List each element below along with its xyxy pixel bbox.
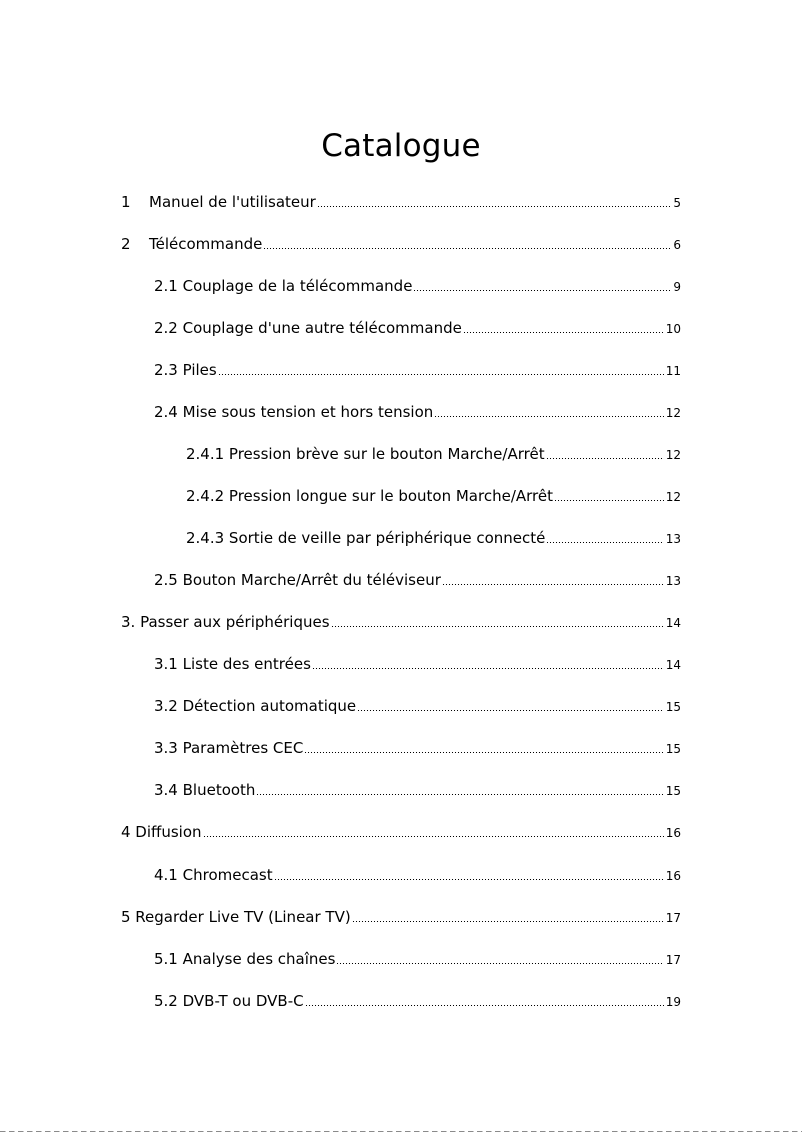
toc-entry-3-4[interactable] (154, 778, 681, 800)
toc-entry-page: 15 (665, 700, 681, 714)
dot-leader (336, 963, 663, 964)
toc-entry-page: 6 (673, 238, 681, 252)
toc-entry-title: 3.3 Paramètres CEC (154, 739, 304, 757)
dot-leader (274, 879, 664, 880)
dot-leader (442, 584, 664, 585)
toc-entry-title: 2.4.3 Sortie de veille par périphérique connecté (186, 529, 546, 547)
toc-entry-2-5[interactable] (154, 568, 681, 590)
page-title: Catalogue (321, 128, 481, 164)
dot-leader (305, 1005, 664, 1006)
toc-entry-4-1[interactable] (154, 863, 681, 885)
dot-leader (546, 542, 663, 543)
toc-entry-number: 1 (121, 193, 131, 211)
toc-entry-3[interactable] (121, 610, 681, 632)
dot-leader (546, 458, 664, 459)
toc-entry-title: 2.4.1 Pression brève sur le bouton Marche/Arrêt (186, 445, 545, 463)
toc-entry-title: 2.3 Piles (154, 361, 217, 379)
toc-entry-1[interactable] (121, 190, 681, 212)
dot-leader (352, 921, 664, 922)
toc-entry-title: Manuel de l'utilisateur (149, 193, 316, 211)
toc-entry-title: 4 Diffusion (121, 823, 202, 841)
toc-entry-title: 2.4.2 Pression longue sur le bouton Marche/Arrêt (186, 487, 553, 505)
toc-entry-5-2[interactable] (154, 989, 681, 1011)
toc-entry-page: 12 (665, 490, 681, 504)
dot-leader (203, 836, 664, 837)
dot-leader (256, 794, 663, 795)
page-bottom-border (0, 1131, 802, 1132)
toc-entry-title: 5.2 DVB-T ou DVB-C (154, 992, 304, 1010)
toc-entry-page: 15 (665, 742, 681, 756)
toc-entry-title: 3.1 Liste des entrées (154, 655, 311, 673)
toc-entry-page: 19 (665, 995, 681, 1009)
dot-leader (463, 332, 664, 333)
toc-entry-page: 16 (665, 869, 681, 883)
toc-entry-page: 14 (665, 616, 681, 630)
toc-entry-2-4[interactable] (154, 400, 681, 422)
toc-entry-page: 16 (665, 826, 681, 840)
toc-entry-page: 12 (665, 448, 681, 462)
toc-entry-4[interactable] (121, 820, 681, 842)
toc-entry-3-2[interactable] (154, 694, 681, 716)
toc-entry-number: 2 (121, 235, 131, 253)
toc-entry-5[interactable] (121, 905, 681, 927)
toc-entry-page: 12 (665, 406, 681, 420)
dot-leader (413, 290, 670, 291)
toc-entry-page: 15 (665, 784, 681, 798)
dot-leader (218, 374, 664, 375)
toc-entry-page: 17 (665, 911, 681, 925)
toc-entry-page: 11 (665, 364, 681, 378)
dot-leader (304, 752, 663, 753)
toc-entry-page: 13 (665, 574, 681, 588)
toc-entry-3-3[interactable] (154, 736, 681, 758)
toc-entry-title: 5.1 Analyse des chaînes (154, 950, 336, 968)
toc-entry-5-1[interactable] (154, 947, 681, 969)
dot-leader (317, 206, 670, 207)
toc-entry-2-2[interactable] (154, 316, 681, 338)
dot-leader (554, 500, 664, 501)
toc-entry-2-4-1[interactable] (186, 442, 681, 464)
toc-entry-title: 2.4 Mise sous tension et hors tension (154, 403, 434, 421)
toc-entry-title: 3.4 Bluetooth (154, 781, 256, 799)
toc-entry-2-4-2[interactable] (186, 484, 681, 506)
toc-entry-3-1[interactable] (154, 652, 681, 674)
toc-entry-title: 2.1 Couplage de la télécommande (154, 277, 413, 295)
toc-entry-page: 10 (665, 322, 681, 336)
toc-entry-page: 13 (665, 532, 681, 546)
toc-entry-title: 4.1 Chromecast (154, 866, 273, 884)
toc-entry-title: 2.2 Couplage d'une autre télécommande (154, 319, 462, 337)
toc-entry-title: 3. Passer aux périphériques (121, 613, 330, 631)
toc-entry-title: 3.2 Détection automatique (154, 697, 357, 715)
toc-entry-page: 9 (673, 280, 681, 294)
toc-entry-2-3[interactable] (154, 358, 681, 380)
toc-entry-page: 14 (665, 658, 681, 672)
dot-leader (312, 668, 664, 669)
dot-leader (263, 248, 670, 249)
toc-entry-title: 2.5 Bouton Marche/Arrêt du téléviseur (154, 571, 441, 589)
dot-leader (357, 710, 664, 711)
toc-entry-2[interactable] (121, 232, 681, 254)
toc-entry-2-1[interactable] (154, 274, 681, 296)
toc-entry-title: Télécommande (149, 235, 263, 253)
toc-entry-2-4-3[interactable] (186, 526, 681, 548)
toc-entry-title: 5 Regarder Live TV (Linear TV) (121, 908, 351, 926)
dot-leader (331, 626, 664, 627)
toc-entry-page: 5 (673, 196, 681, 210)
toc-entry-page: 17 (665, 953, 681, 967)
dot-leader (434, 416, 663, 417)
